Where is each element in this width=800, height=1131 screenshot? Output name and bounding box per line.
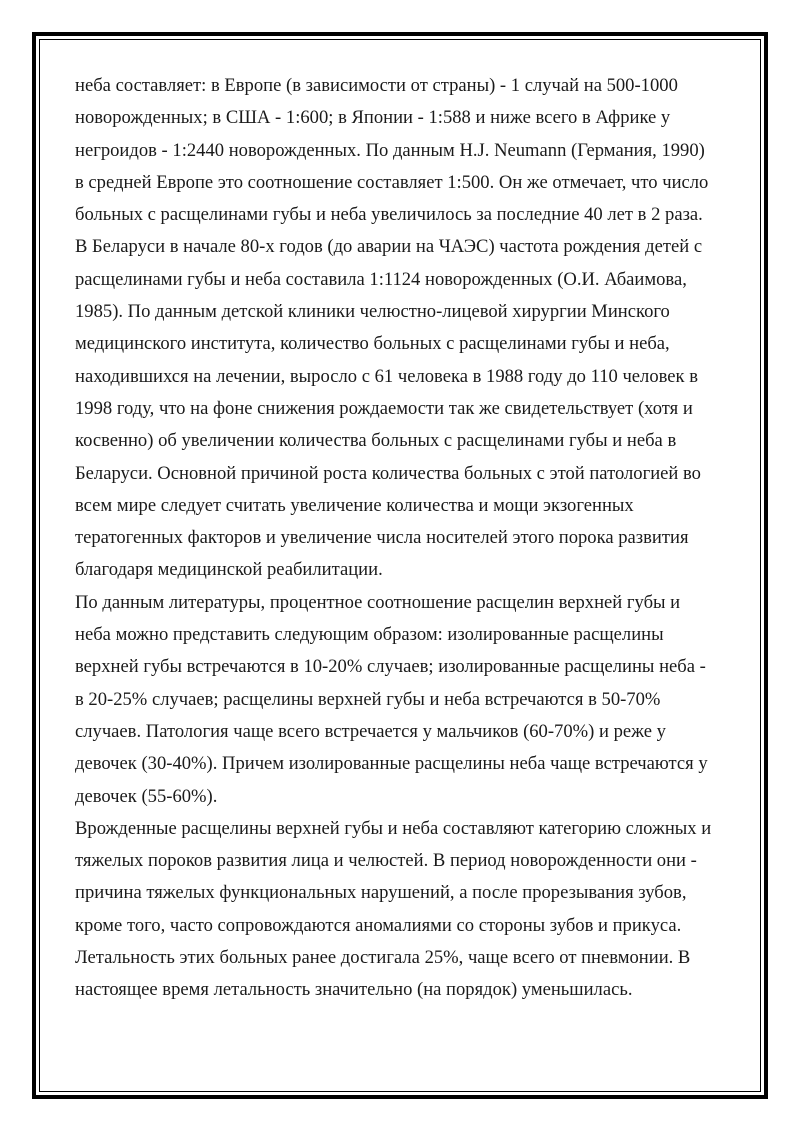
text-line: кроме того, часто сопровождаются аномалиями со стороны зубов и прикуса. bbox=[75, 914, 682, 936]
text-line: верхней губы встречаются в 10-20% случаев; изолированные расщелины неба - bbox=[75, 656, 706, 678]
text-line: неба можно представить следующим образом: изолированные расщелины bbox=[75, 624, 664, 646]
text-line: новорожденных; в США - 1:600; в Японии - 1:588 и ниже всего в Африке у bbox=[75, 107, 671, 129]
text-line: 1985). По данным детской клиники челюстно-лицевой хирургии Минского bbox=[75, 301, 670, 323]
paragraph-congenital-defects bbox=[75, 813, 735, 1007]
text-line: благодаря медицинской реабилитации. bbox=[75, 559, 383, 581]
text-line: Беларуси. Основной причиной роста количества больных с этой патологией во bbox=[75, 462, 701, 484]
text-line: девочек (30-40%). Причем изолированные расщелины неба чаще встречаются у bbox=[75, 753, 708, 775]
text-line: 1998 году, что на фоне снижения рождаемости так же свидетельствует (хотя и bbox=[75, 397, 693, 419]
text-line: больных с расщелинами губы и неба увеличилось за последние 40 лет в 2 раза. bbox=[75, 204, 703, 226]
text-line: случаев. Патология чаще всего встречается у мальчиков (60-70%) и реже у bbox=[75, 720, 666, 742]
text-line: в средней Европе это соотношение составляет 1:500. Он же отмечает, что число bbox=[75, 171, 709, 193]
text-line: в 20-25% случаев; расщелины верхней губы и неба встречаются в 50-70% bbox=[75, 688, 661, 710]
text-line: тяжелых пороков развития лица и челюстей. В период новорожденности они - bbox=[75, 850, 697, 872]
text-line: В Беларуси в начале 80-х годов (до аварии на ЧАЭС) частота рождения детей с bbox=[75, 236, 703, 258]
text-line: По данным литературы, процентное соотношение расщелин верхней губы и bbox=[75, 591, 681, 613]
paragraph-prevalence bbox=[75, 70, 735, 587]
text-line: настоящее время летальность значительно (на порядок) уменьшилась. bbox=[75, 979, 633, 1001]
text-line: всем мире следует считать увеличение количества и мощи экзогенных bbox=[75, 494, 634, 516]
text-line: неба составляет: в Европе (в зависимости от страны) - 1 случай на 500-1000 bbox=[75, 75, 678, 96]
text-line: расщелинами губы и неба составила 1:1124 новорожденных (О.И. Абаимова, bbox=[75, 268, 687, 290]
text-line: тератогенных факторов и увеличение числа носителей этого порока развития bbox=[75, 527, 689, 549]
text-line: косвенно) об увеличении количества больных с расщелинами губы и неба в bbox=[75, 430, 677, 452]
text-line: девочек (55-60%). bbox=[75, 785, 218, 807]
text-line: Летальность этих больных ранее достигала 25%, чаще всего от пневмонии. В bbox=[75, 947, 691, 969]
document-body bbox=[75, 70, 735, 1007]
paragraph-cleft-ratio bbox=[75, 587, 735, 813]
text-line: находившихся на лечении, выросло с 61 человека в 1988 году до 110 человек в bbox=[75, 365, 699, 387]
text-line: причина тяжелых функциональных нарушений, а после прорезывания зубов, bbox=[75, 882, 687, 904]
text-line: негроидов - 1:2440 новорожденных. По данным H.J. Neumann (Германия, 1990) bbox=[75, 139, 705, 161]
text-line: Врожденные расщелины верхней губы и неба составляют категорию сложных и bbox=[75, 817, 712, 839]
text-line: медицинского института, количество больных с расщелинами губы и неба, bbox=[75, 333, 670, 355]
